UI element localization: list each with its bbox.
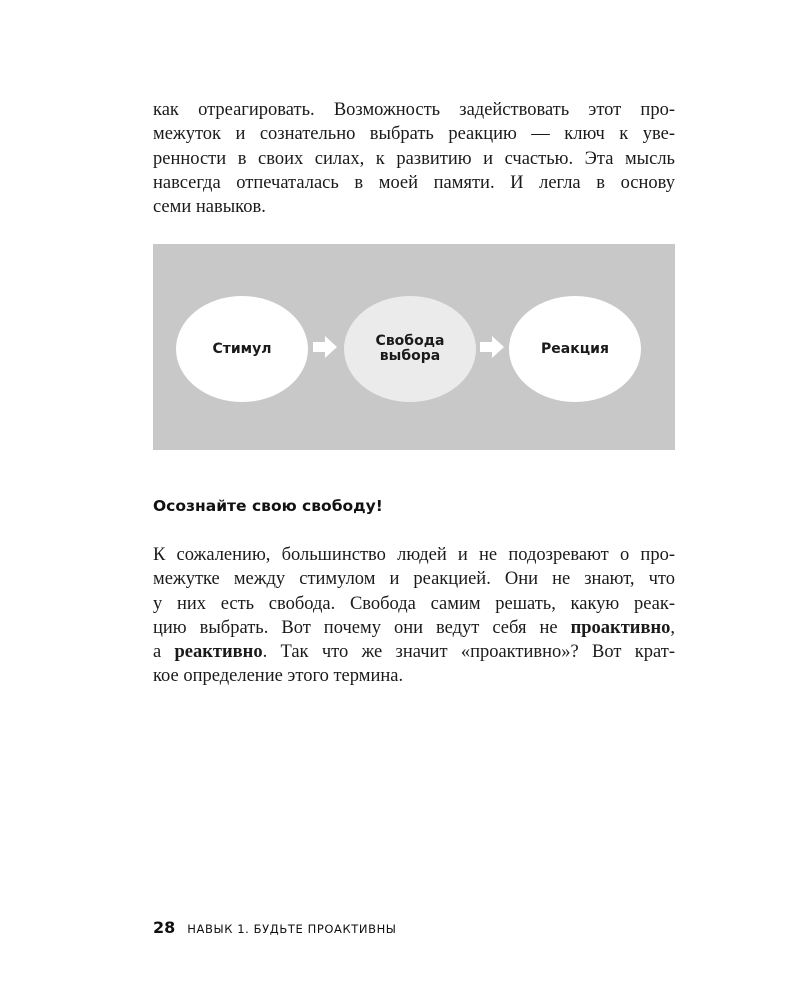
text-run: цию выбрать. Вот почему они ведут себя не bbox=[153, 617, 571, 638]
node-stimulus bbox=[176, 296, 308, 402]
running-head: НАВЫК 1. БУДЬТЕ ПРОАКТИВНЫ bbox=[187, 922, 397, 936]
node-label: Стимул bbox=[212, 340, 272, 357]
text-line bbox=[153, 616, 675, 640]
node-freedom-of-choice bbox=[344, 296, 476, 402]
emphasis-reactive: реактивно bbox=[174, 642, 263, 663]
arrow-right-icon bbox=[480, 336, 504, 358]
paragraph-intro bbox=[153, 98, 675, 219]
text-line: кое определение этого термина. bbox=[153, 666, 404, 687]
text-run: , bbox=[670, 617, 675, 638]
emphasis-proactive: проактивно bbox=[570, 617, 671, 638]
text-line: как отреагировать. Возможность задействовать этот про- bbox=[153, 100, 675, 120]
text-line: межуток и сознательно выбрать реакцию — ключ к уве- bbox=[153, 124, 675, 145]
node-label: Свобода выбора bbox=[375, 333, 445, 364]
paragraph-proactive bbox=[153, 543, 675, 689]
text-line: К сожалению, большинство людей и не подозревают о про- bbox=[153, 545, 675, 565]
node-response bbox=[509, 296, 641, 402]
page-number: 28 bbox=[153, 918, 176, 937]
text-line: семи навыков. bbox=[153, 197, 266, 218]
stimulus-response-diagram bbox=[153, 244, 675, 450]
text-run: а bbox=[153, 642, 175, 663]
text-line: навсегда отпечаталась в моей памяти. И легла в основу bbox=[153, 172, 675, 193]
text-line: ренности в своих силах, к развитию и счастью. Эта мысль bbox=[153, 148, 675, 169]
node-label: Реакция bbox=[541, 340, 609, 357]
text-line: у них есть свобода. Свобода самим решать, какую реак- bbox=[153, 593, 675, 614]
page-footer bbox=[153, 918, 397, 937]
arrow-right-icon bbox=[313, 336, 337, 358]
text-line bbox=[153, 640, 675, 664]
section-heading: Осознайте свою свободу! bbox=[153, 497, 383, 515]
text-run: . Так что же значит «проактивно»? Вот крат- bbox=[262, 642, 675, 663]
text-line: межутке между стимулом и реакцией. Они не знают, что bbox=[153, 569, 675, 590]
